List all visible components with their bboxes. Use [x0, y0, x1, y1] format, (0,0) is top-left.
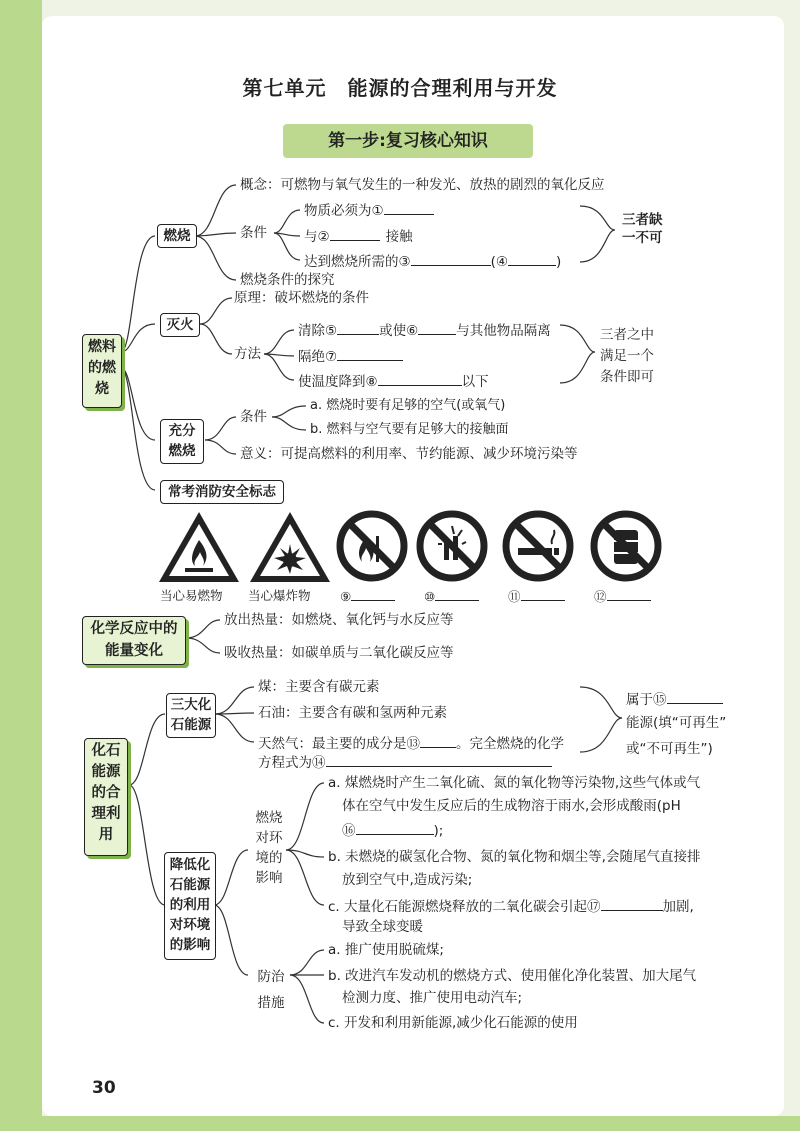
- burn-explore: 燃烧条件的探究: [240, 272, 335, 288]
- sign-caption-5: [508, 586, 565, 605]
- burn-condition-label: 条件: [240, 225, 267, 241]
- safety-signs-label: 常考消防安全标志: [168, 484, 276, 500]
- fossil-energy-label: 化石能源的合理利用: [91, 743, 121, 843]
- method-3: [298, 371, 489, 391]
- cond2-tail: 接触: [385, 229, 413, 245]
- blank-2: [330, 226, 380, 241]
- gas1-tail: 。完全燃烧的化学: [456, 736, 564, 752]
- reduce-impact-label: 降低化石能源的利用对环境的影响: [169, 857, 211, 953]
- burn-condition-2: [304, 226, 413, 246]
- renewable-note-3: 或“不可再生”): [626, 741, 713, 757]
- blank-10: [435, 586, 479, 601]
- method-1: [298, 320, 551, 340]
- blank-6: [418, 320, 456, 335]
- method-2: [298, 346, 403, 366]
- prevention-label: [256, 964, 286, 1016]
- fossil-energy-box: [84, 738, 128, 856]
- gas2-text: 方程式为⑭: [258, 755, 326, 771]
- extinguish-box: [160, 313, 200, 337]
- absorb-heat: 吸收热量：如碳单质与二氧化碳反应等: [224, 645, 454, 661]
- note1-text: 属于⑮: [626, 692, 667, 708]
- burn-condition-1: [304, 200, 434, 220]
- burn-concept: 概念：可燃物与氧气发生的一种发光、放热的剧烈的氧化反应: [240, 177, 605, 193]
- burn-note-text: 三者缺一不可: [622, 212, 663, 246]
- burn-label: 燃烧: [163, 228, 191, 244]
- energy-change-label: 化学反应中的能量变化: [90, 621, 178, 659]
- gas-line-2: [258, 752, 552, 772]
- m3-tail: 以下: [461, 374, 489, 390]
- explosive-warning-icon: [248, 510, 332, 584]
- blank-17: [601, 896, 663, 911]
- m1-text: 清除⑤: [298, 323, 338, 339]
- full-burn-label: 充分燃烧: [168, 423, 196, 459]
- m1-mid: 或使⑥: [379, 323, 419, 339]
- full-burn-meaning: 意义：可提高燃料的利用率、节约能源、减少环境污染等: [240, 446, 578, 462]
- blank-15: [667, 689, 723, 704]
- sign-num-11: ⑪: [508, 589, 521, 604]
- blank-12: [607, 586, 651, 601]
- fuel-combustion-box: [82, 334, 122, 408]
- page-number: 30: [92, 1078, 116, 1098]
- blank-13: [420, 733, 456, 748]
- a3-text: ⑯: [342, 823, 356, 839]
- coal-text: 煤：主要含有碳元素: [258, 679, 380, 695]
- blank-14: [326, 752, 552, 767]
- extinguish-label: 灭火: [166, 317, 194, 333]
- three-fossil-box: [166, 693, 216, 738]
- blank-9: [351, 586, 395, 601]
- impact-label-text: 燃烧对环境的影响: [255, 810, 283, 886]
- reduce-impact-box: [164, 852, 216, 960]
- full-burn-b: b. 燃料与空气要有足够大的接触面: [310, 422, 509, 437]
- extinguish-principle: 原理：破坏燃烧的条件: [234, 290, 369, 306]
- prevention-b-2: 检测力度、推广使用电动汽车;: [342, 990, 523, 1006]
- sign-caption-4: [424, 586, 479, 604]
- no-flammables-storage-icon: [590, 510, 662, 582]
- impact-c-1: [328, 896, 694, 916]
- c1-text: c. 大量化石能源燃烧释放的二氧化碳会引起⑰: [328, 899, 601, 915]
- impact-label: [252, 808, 286, 888]
- blank-5: [337, 320, 379, 335]
- no-fireworks-icon: [416, 510, 488, 582]
- blank-11: [521, 586, 565, 601]
- oil-text: 石油：主要含有碳和氢两种元素: [258, 705, 447, 721]
- burn-note: [622, 211, 670, 247]
- impact-c-2: 导致全球变暖: [342, 919, 423, 935]
- cond3-paren: (④: [490, 254, 508, 270]
- cond2-text: 与②: [304, 229, 330, 245]
- renewable-note-1: [626, 689, 723, 709]
- impact-a-2: 体在空气中发生反应后的生成物溶于雨水,会形成酸雨(pH: [342, 798, 681, 814]
- flammable-warning-icon: [157, 510, 241, 584]
- blank-16: [356, 820, 434, 835]
- prevention-label-text: 防治措施: [257, 969, 285, 1011]
- impact-b-1: b. 未燃烧的碳氢化合物、氮的氧化物和烟尘等,会随尾气直接排: [328, 849, 701, 865]
- burn-condition-3: [304, 251, 561, 271]
- section-banner: 第一步:复习核心知识: [283, 124, 533, 158]
- m3-text: 使温度降到⑧: [298, 374, 378, 390]
- burn-box: [157, 224, 197, 248]
- blank-1: [384, 200, 434, 215]
- impact-a-3: [342, 820, 443, 840]
- renewable-note-2: 能源(填“可再生”: [626, 715, 727, 731]
- unit-title: 第七单元 能源的合理利用与开发: [242, 76, 558, 100]
- blank-4: [508, 251, 556, 266]
- m2-text: 隔绝⑦: [298, 349, 338, 365]
- sign-num-9: ⑨: [340, 589, 352, 604]
- cond3-text: 达到燃烧所需的③: [304, 254, 411, 270]
- prevention-a: a. 推广使用脱硫煤;: [328, 942, 444, 958]
- full-burn-box: [160, 419, 204, 464]
- blank-8: [378, 371, 462, 386]
- extinguish-method-label: 方法: [234, 346, 261, 362]
- sign-caption-1: 当心易燃物: [160, 588, 223, 603]
- a3-tail: );: [433, 823, 444, 839]
- no-fire-icon: [336, 510, 408, 582]
- gas-line-1: [258, 733, 564, 753]
- extinguish-note: [600, 325, 662, 388]
- sign-caption-6: [594, 586, 651, 605]
- blank-7: [337, 346, 403, 361]
- sign-caption-3: [340, 586, 395, 604]
- release-heat: 放出热量：如燃烧、氧化钙与水反应等: [224, 612, 454, 628]
- three-fossil-label: 三大化石能源: [170, 697, 212, 733]
- cond1-text: 物质必须为①: [304, 203, 384, 219]
- gas1-text: 天然气：最主要的成分是⑬: [258, 736, 420, 752]
- extinguish-note-text: 三者之中满足一个条件即可: [600, 327, 654, 385]
- full-burn-condition-label: 条件: [240, 409, 267, 425]
- c1-tail: 加剧,: [662, 899, 694, 915]
- fuel-combustion-label: 燃料的燃烧: [88, 339, 116, 397]
- prevention-c: c. 开发和利用新能源,减少化石能源的使用: [328, 1015, 578, 1031]
- energy-change-box: [82, 616, 186, 665]
- impact-b-2: 放到空气中,造成污染;: [342, 872, 473, 888]
- blank-3: [411, 251, 491, 266]
- safety-signs-box: [160, 480, 284, 504]
- impact-a-1: a. 煤燃烧时产生二氧化硫、氮的氧化物等污染物,这些气体或气: [328, 775, 701, 791]
- sign-num-12: ⑫: [594, 589, 607, 604]
- full-burn-a: a. 燃烧时要有足够的空气(或氧气): [310, 398, 506, 413]
- prevention-b-1: b. 改进汽车发动机的燃烧方式、使用催化净化装置、加大尾气: [328, 968, 697, 984]
- no-smoking-icon: [502, 510, 574, 582]
- sign-caption-2: 当心爆炸物: [248, 588, 311, 603]
- sign-num-10: ⑩: [424, 589, 436, 604]
- cond3-close: ): [555, 254, 562, 270]
- m1-tail: 与其他物品隔离: [456, 323, 551, 339]
